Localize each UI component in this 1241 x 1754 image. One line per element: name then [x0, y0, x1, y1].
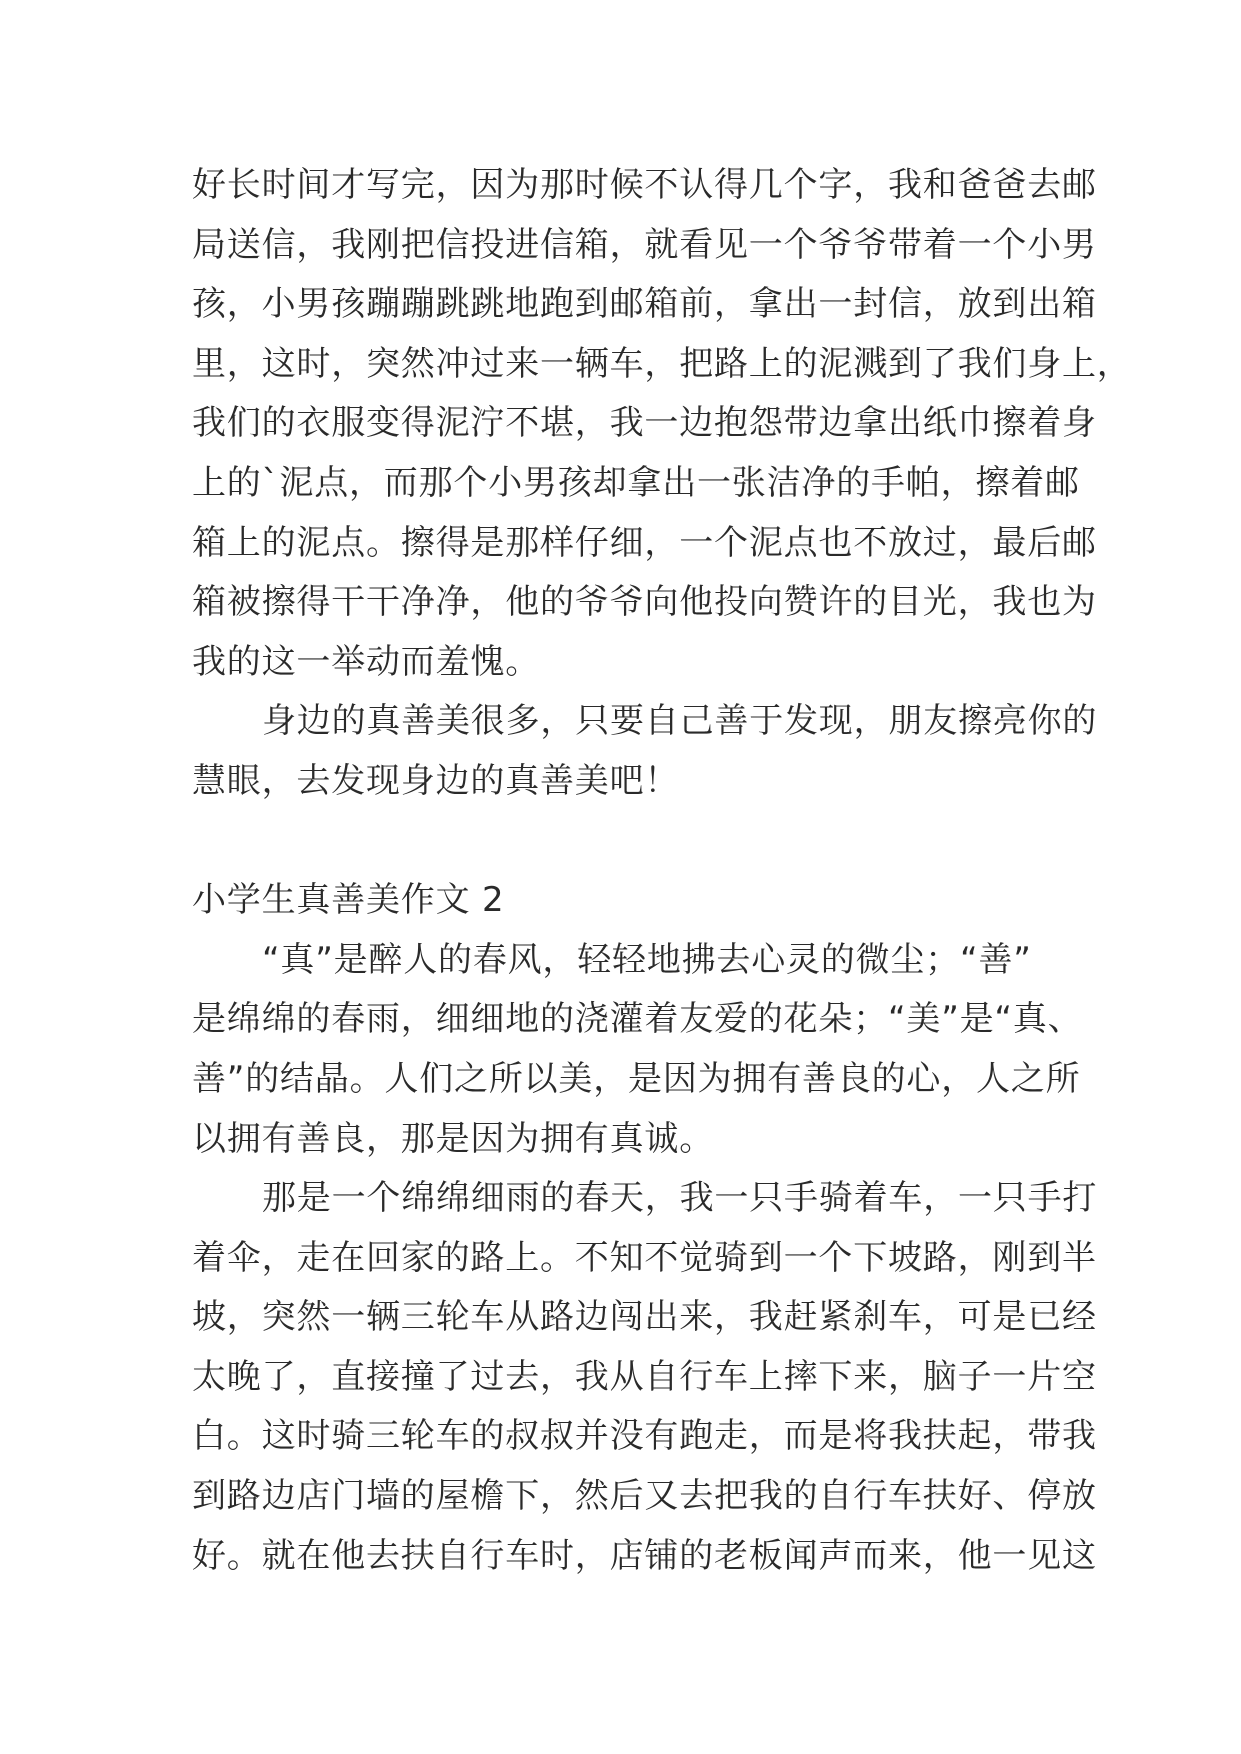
text-line: 着伞，走在回家的路上。不知不觉骑到一个下坡路，刚到半 [192, 1237, 1097, 1278]
document-page [192, 156, 1132, 1586]
text-line: 上的`泥点，而那个小男孩却拿出一张洁净的手帕，擦着邮 [192, 462, 1080, 503]
spacer [192, 812, 1112, 872]
text-line: 坡，突然一辆三轮车从路边闯出来，我赶紧刹车，可是已经 [192, 1297, 1097, 1338]
text-line: 白。这时骑三轮车的叔叔并没有跑走，而是将我扶起，带我 [192, 1416, 1097, 1457]
paragraph [192, 156, 1132, 692]
text-line: 孩，小男孩蹦蹦跳跳地跑到邮箱前，拿出一封信，放到出箱 [192, 284, 1097, 325]
paragraph [192, 931, 1112, 1169]
text-line: 我的这一举动而羞愧。 [192, 641, 540, 682]
section-title: 小学生真善美作文 2 [192, 880, 505, 921]
text-line: 慧眼，去发现身边的真善美吧！ [192, 760, 680, 801]
text-line: 到路边店门墙的屋檐下，然后又去把我的自行车扶好、停放 [192, 1476, 1097, 1517]
text-line: 善”的结晶。人们之所以美，是因为拥有善良的心，人之所 [192, 1058, 1081, 1099]
text-line: 那是一个绵绵细雨的春天，我一只手骑着车，一只手打 [262, 1178, 1098, 1219]
text-line: “真”是醉人的春风，轻轻地拂去心灵的微尘；“善” [262, 939, 1032, 980]
text-line: 局送信，我刚把信投进信箱，就看见一个爷爷带着一个小男 [192, 224, 1097, 265]
text-line: 里，这时，突然冲过来一辆车，把路上的泥溅到了我们身上， [192, 343, 1132, 384]
text-line: 箱上的泥点。擦得是那样仔细，一个泥点也不放过，最后邮 [192, 522, 1097, 563]
text-line: 好长时间才写完，因为那时候不认得几个字，我和爸爸去邮 [192, 165, 1097, 205]
text-line: 太晚了，直接撞了过去，我从自行车上摔下来，脑子一片空 [192, 1356, 1097, 1397]
paragraph [192, 1169, 1112, 1586]
text-line: 是绵绵的春雨，细细地的浇灌着友爱的花朵；“美”是“真、 [192, 999, 1083, 1040]
text-line: 身边的真善美很多，只要自己善于发现，朋友擦亮你的 [262, 701, 1098, 742]
text-line: 以拥有善良，那是因为拥有真诚。 [192, 1118, 714, 1159]
text-line: 好。就在他去扶自行车时，店铺的老板闻声而来，他一见这 [192, 1535, 1097, 1576]
paragraph [192, 692, 1112, 811]
text-line: 我们的衣服变得泥泞不堪，我一边抱怨带边拿出纸巾擦着身 [192, 403, 1097, 444]
text-line: 箱被擦得干干净净，他的爷爷向他投向赞许的目光，我也为 [192, 582, 1097, 623]
